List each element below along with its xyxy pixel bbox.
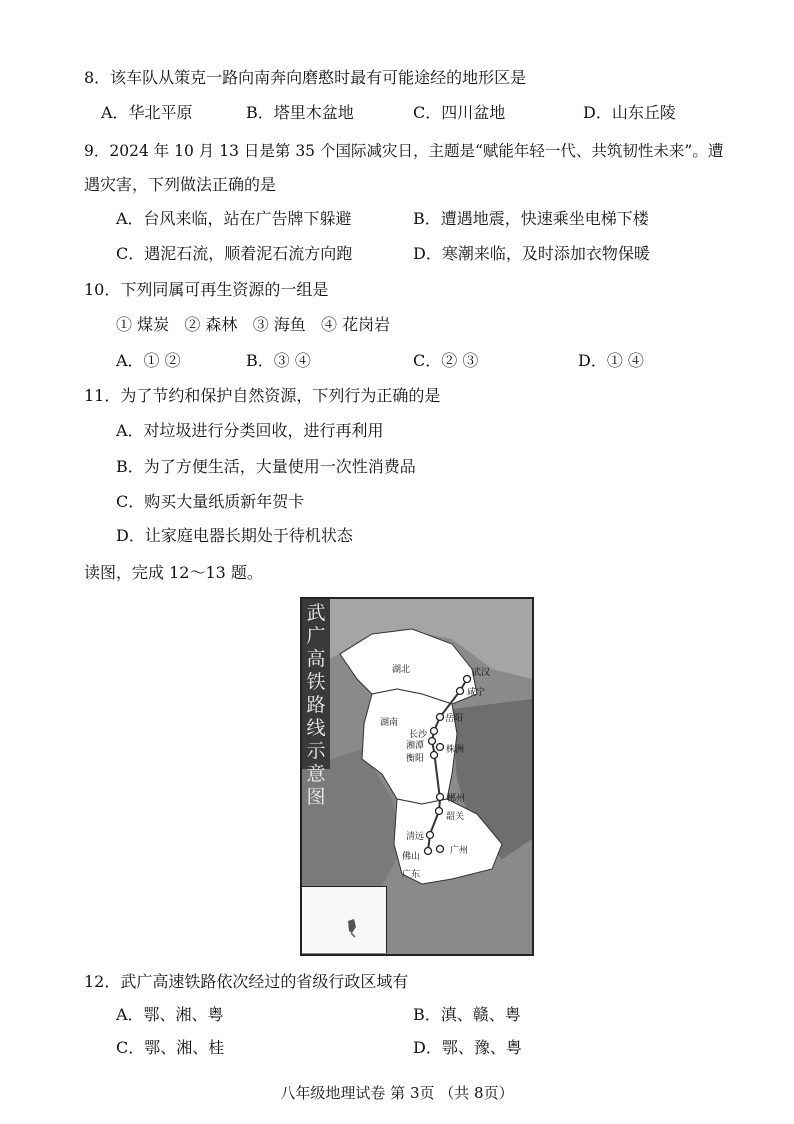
station-changsha: 长沙 — [409, 730, 428, 740]
station-yueyang: 岳阳 — [445, 714, 464, 724]
q11-option-c: C．购买大量纸质新年贺卡 — [116, 492, 305, 511]
q12-option-a: A．鄂、湘、粤 — [116, 1005, 224, 1024]
q10-items: ① 煤炭 ② 森林 ③ 海鱼 ④ 花岗岩 — [116, 315, 391, 334]
q10-option-b: B．③ ④ — [246, 351, 311, 370]
south-china-sea-inset — [302, 886, 387, 953]
q9-option-a: A．台风来临，站在广告牌下躲避 — [116, 209, 352, 228]
q8-option-c: C．四川盆地 — [413, 103, 506, 122]
q12-stem: 12．武广高速铁路依次经过的省级行政区域有 — [84, 972, 409, 991]
q10-option-a: A．① ② — [116, 351, 181, 370]
q11-option-a: A．对垃圾进行分类回收，进行再利用 — [116, 421, 384, 440]
province-guangdong: 广东 — [402, 870, 421, 880]
station-guangzhou: 广州 — [450, 846, 469, 856]
q8-option-d: D．山东丘陵 — [583, 103, 676, 122]
station-zhuzhou: 株洲 — [446, 745, 465, 755]
page-footer: 八年级地理试卷 第 3页 （共 8页） — [280, 1084, 514, 1102]
q8-stem: 8．该车队从策克一路向南奔向磨憨时最有可能途经的地形区是 — [84, 68, 527, 87]
station-foshan: 佛山 — [402, 852, 421, 862]
q11-stem: 11．为了节约和保护自然资源，下列行为正确的是 — [84, 386, 441, 405]
q12-option-b: B．滇、赣、粤 — [413, 1005, 521, 1024]
q11-option-b: B．为了方便生活，大量使用一次性消费品 — [116, 457, 416, 476]
q9-stem-line2: 遇灾害，下列做法正确的是 — [84, 175, 277, 194]
q12-option-c: C．鄂、湘、桂 — [116, 1038, 225, 1057]
map-intro: 读图，完成 12～13 题。 — [84, 563, 263, 582]
q9-option-b: B．遭遇地震，快速乘坐电梯下楼 — [413, 209, 649, 228]
station-shaoguan: 韶关 — [446, 812, 465, 822]
province-hubei: 湖北 — [392, 665, 411, 675]
q9-stem-line1: 9．2024 年 10 月 13 日是第 35 个国际减灾日，主题是“赋能年轻一代、共筑韧性未来”。遭 — [84, 142, 724, 160]
station-hengyang: 衡阳 — [406, 754, 425, 764]
q8-option-b: B．塔里木盆地 — [246, 103, 354, 122]
q8-option-a: A．华北平原 — [101, 103, 193, 122]
province-hunan: 湖南 — [380, 718, 399, 728]
q10-stem: 10．下列同属可再生资源的一组是 — [84, 280, 329, 299]
q10-option-c: C．② ③ — [413, 351, 479, 370]
q9-option-d: D．寒潮来临，及时添加衣物保暖 — [413, 244, 650, 263]
station-chenzhou: 郴州 — [447, 794, 466, 804]
q12-option-d: D．鄂、豫、粤 — [413, 1038, 522, 1057]
railway-map — [300, 597, 534, 956]
station-qingyuan: 清远 — [406, 832, 425, 842]
q10-option-d: D．① ④ — [578, 351, 644, 370]
q11-option-d: D．让家庭电器长期处于待机状态 — [116, 526, 353, 545]
station-xianning: 咸宁 — [467, 688, 486, 698]
map-title: 武广高铁路线示意图 — [302, 599, 330, 769]
q9-option-c: C．遇泥石流，顺着泥石流方向跑 — [116, 244, 353, 263]
station-wuhan: 武汉 — [472, 668, 491, 678]
station-xiangtan: 湘潭 — [406, 741, 425, 751]
